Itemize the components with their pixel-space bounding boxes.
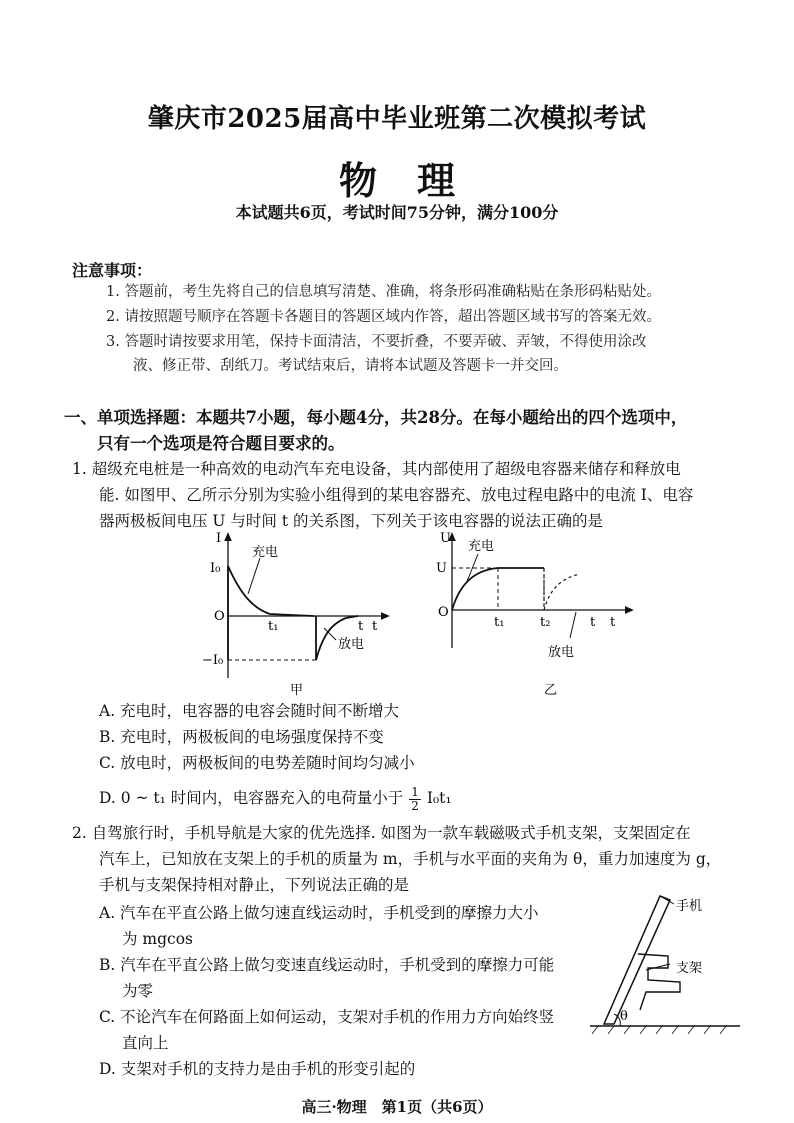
figure-phone-holder — [590, 888, 750, 1038]
caption-yi: 乙 — [544, 683, 558, 698]
phone-shape — [604, 896, 670, 1024]
discharge-label: 放电 — [338, 637, 365, 652]
charge-pointer — [466, 554, 478, 584]
origin-label: O — [438, 605, 449, 620]
t1-label: t₁ — [494, 615, 505, 630]
q1-stem-line3: 器两极板间电压 U 与时间 t 的关系图，下列关于该电容器的说法正确的是 — [99, 512, 604, 530]
phone-label: 手机 — [676, 899, 703, 914]
ground-hatch — [592, 1026, 726, 1034]
t-label: t — [590, 615, 596, 630]
holder-pointer — [646, 964, 670, 970]
origin-label: O — [214, 609, 225, 624]
q1-stem-line2: 能. 如图甲、乙所示分别为实验小组得到的某电容器充、放电过程电路中的电流 I、电容 — [99, 486, 694, 504]
t2-label: t₂ — [540, 615, 551, 630]
t-label-2: t — [372, 619, 378, 634]
section-heading: 一、单项选择题：本题共7小题，每小题4分，共28分。在每小题给出的四个选项中， — [64, 408, 688, 427]
figure-yi — [420, 528, 640, 708]
charge-pointer — [248, 558, 260, 594]
u-label: U — [436, 561, 447, 576]
q2-option-c: C. 不论汽车在何路面上如何运动，支架对手机的作用力方向始终竖 — [99, 1008, 555, 1026]
neg-i0-label: −I₀ — [202, 653, 224, 668]
q1-stem-line1: 1. 超级充电桩是一种高效的电动汽车充电设备，其内部使用了超级电容器来储存和释放电 — [72, 460, 681, 478]
exam-title: 肇庆市2025届高中毕业班第二次模拟考试 — [147, 104, 647, 134]
q2-option-c-cont: 直向上 — [122, 1034, 169, 1052]
notice-title: 注意事项： — [72, 261, 153, 280]
notice-item-3: 3. 答题时请按要求用笔，保持卡面清洁，不要折叠，不要弄破、弄皱，不得使用涂改 — [106, 334, 647, 350]
discharge-sketch — [544, 568, 580, 610]
charge-label: 充电 — [252, 545, 279, 560]
theta-label: θ — [620, 1009, 628, 1024]
caption-jia: 甲 — [290, 683, 304, 698]
q1-option-d — [99, 785, 452, 813]
q2-stem-line2: 汽车上，已知放在支架上的手机的质量为 m，手机与水平面的夹角为 θ，重力加速度为 g， — [99, 850, 722, 868]
q1-option-b: B. 充电时，两极板间的电场强度保持不变 — [99, 728, 384, 746]
q2-stem-line1: 2. 自驾旅行时，手机导航是大家的优先选择. 如图为一款车载磁吸式手机支架，支架固定在 — [72, 824, 691, 842]
i0-label: I₀ — [210, 561, 221, 576]
fraction-half — [409, 786, 421, 813]
q2-option-b-cont: 为零 — [122, 982, 154, 1000]
q1-option-d-expr: I₀t₁ — [426, 789, 452, 807]
q2-stem-line3: 手机与支架保持相对静止，下列说法正确的是 — [99, 876, 410, 894]
notice-item-2: 2. 请按照题号顺序在答题卡各题目的答题区域内作答，超出答题区域书写的答案无效。 — [106, 309, 661, 325]
subject-title: 物理 — [338, 158, 495, 203]
charge-curve — [228, 566, 314, 616]
q1-option-c: C. 放电时，两极板间的电势差随时间均匀减小 — [99, 754, 415, 772]
y-axis-label: I — [216, 531, 222, 546]
notice-item-1: 1. 答题前，考生先将自己的信息填写清楚、准确，将条形码准确粘贴在条形码粘贴处。 — [106, 284, 661, 300]
exam-info: 本试题共6页，考试时间75分钟，满分100分 — [235, 203, 559, 222]
q2-option-b: B. 汽车在平直公路上做匀变速直线运动时，手机受到的摩擦力可能 — [99, 956, 555, 974]
t-label-2: t — [610, 615, 616, 630]
charge-label: 充电 — [468, 539, 495, 554]
q2-option-d: D. 支架对手机的支持力是由手机的形变引起的 — [99, 1060, 416, 1078]
page-footer: 高三·物理 第1页（共6页） — [301, 1098, 493, 1116]
q1-option-d-text: D. 0 ~ t₁ 时间内，电容器充入的电荷量小于 — [99, 789, 404, 807]
notice-item-3-cont: 液、修正带、刮纸刀。考试结束后，请将本试题及答题卡一并交回。 — [133, 358, 568, 374]
q1-option-a: A. 充电时，电容器的电容会随时间不断增大 — [99, 702, 400, 720]
y-axis-label: U — [440, 531, 451, 546]
fraction-numerator: 1 — [411, 784, 419, 799]
holder-label: 支架 — [676, 961, 703, 976]
fraction-denominator: 2 — [411, 798, 419, 813]
t-label: t — [358, 619, 364, 634]
q2-option-a-cont: 为 mgcos — [122, 930, 194, 948]
t1-label: t₁ — [268, 619, 279, 634]
q2-option-a: A. 汽车在平直公路上做匀速直线运动时，手机受到的摩擦力大小 — [99, 904, 539, 922]
holder-shape — [638, 954, 680, 1010]
discharge-pointer — [570, 612, 576, 638]
section-heading-cont: 只有一个选项是符合题目要求的。 — [97, 434, 345, 453]
figure-jia — [190, 528, 400, 708]
discharge-label: 放电 — [548, 645, 575, 660]
